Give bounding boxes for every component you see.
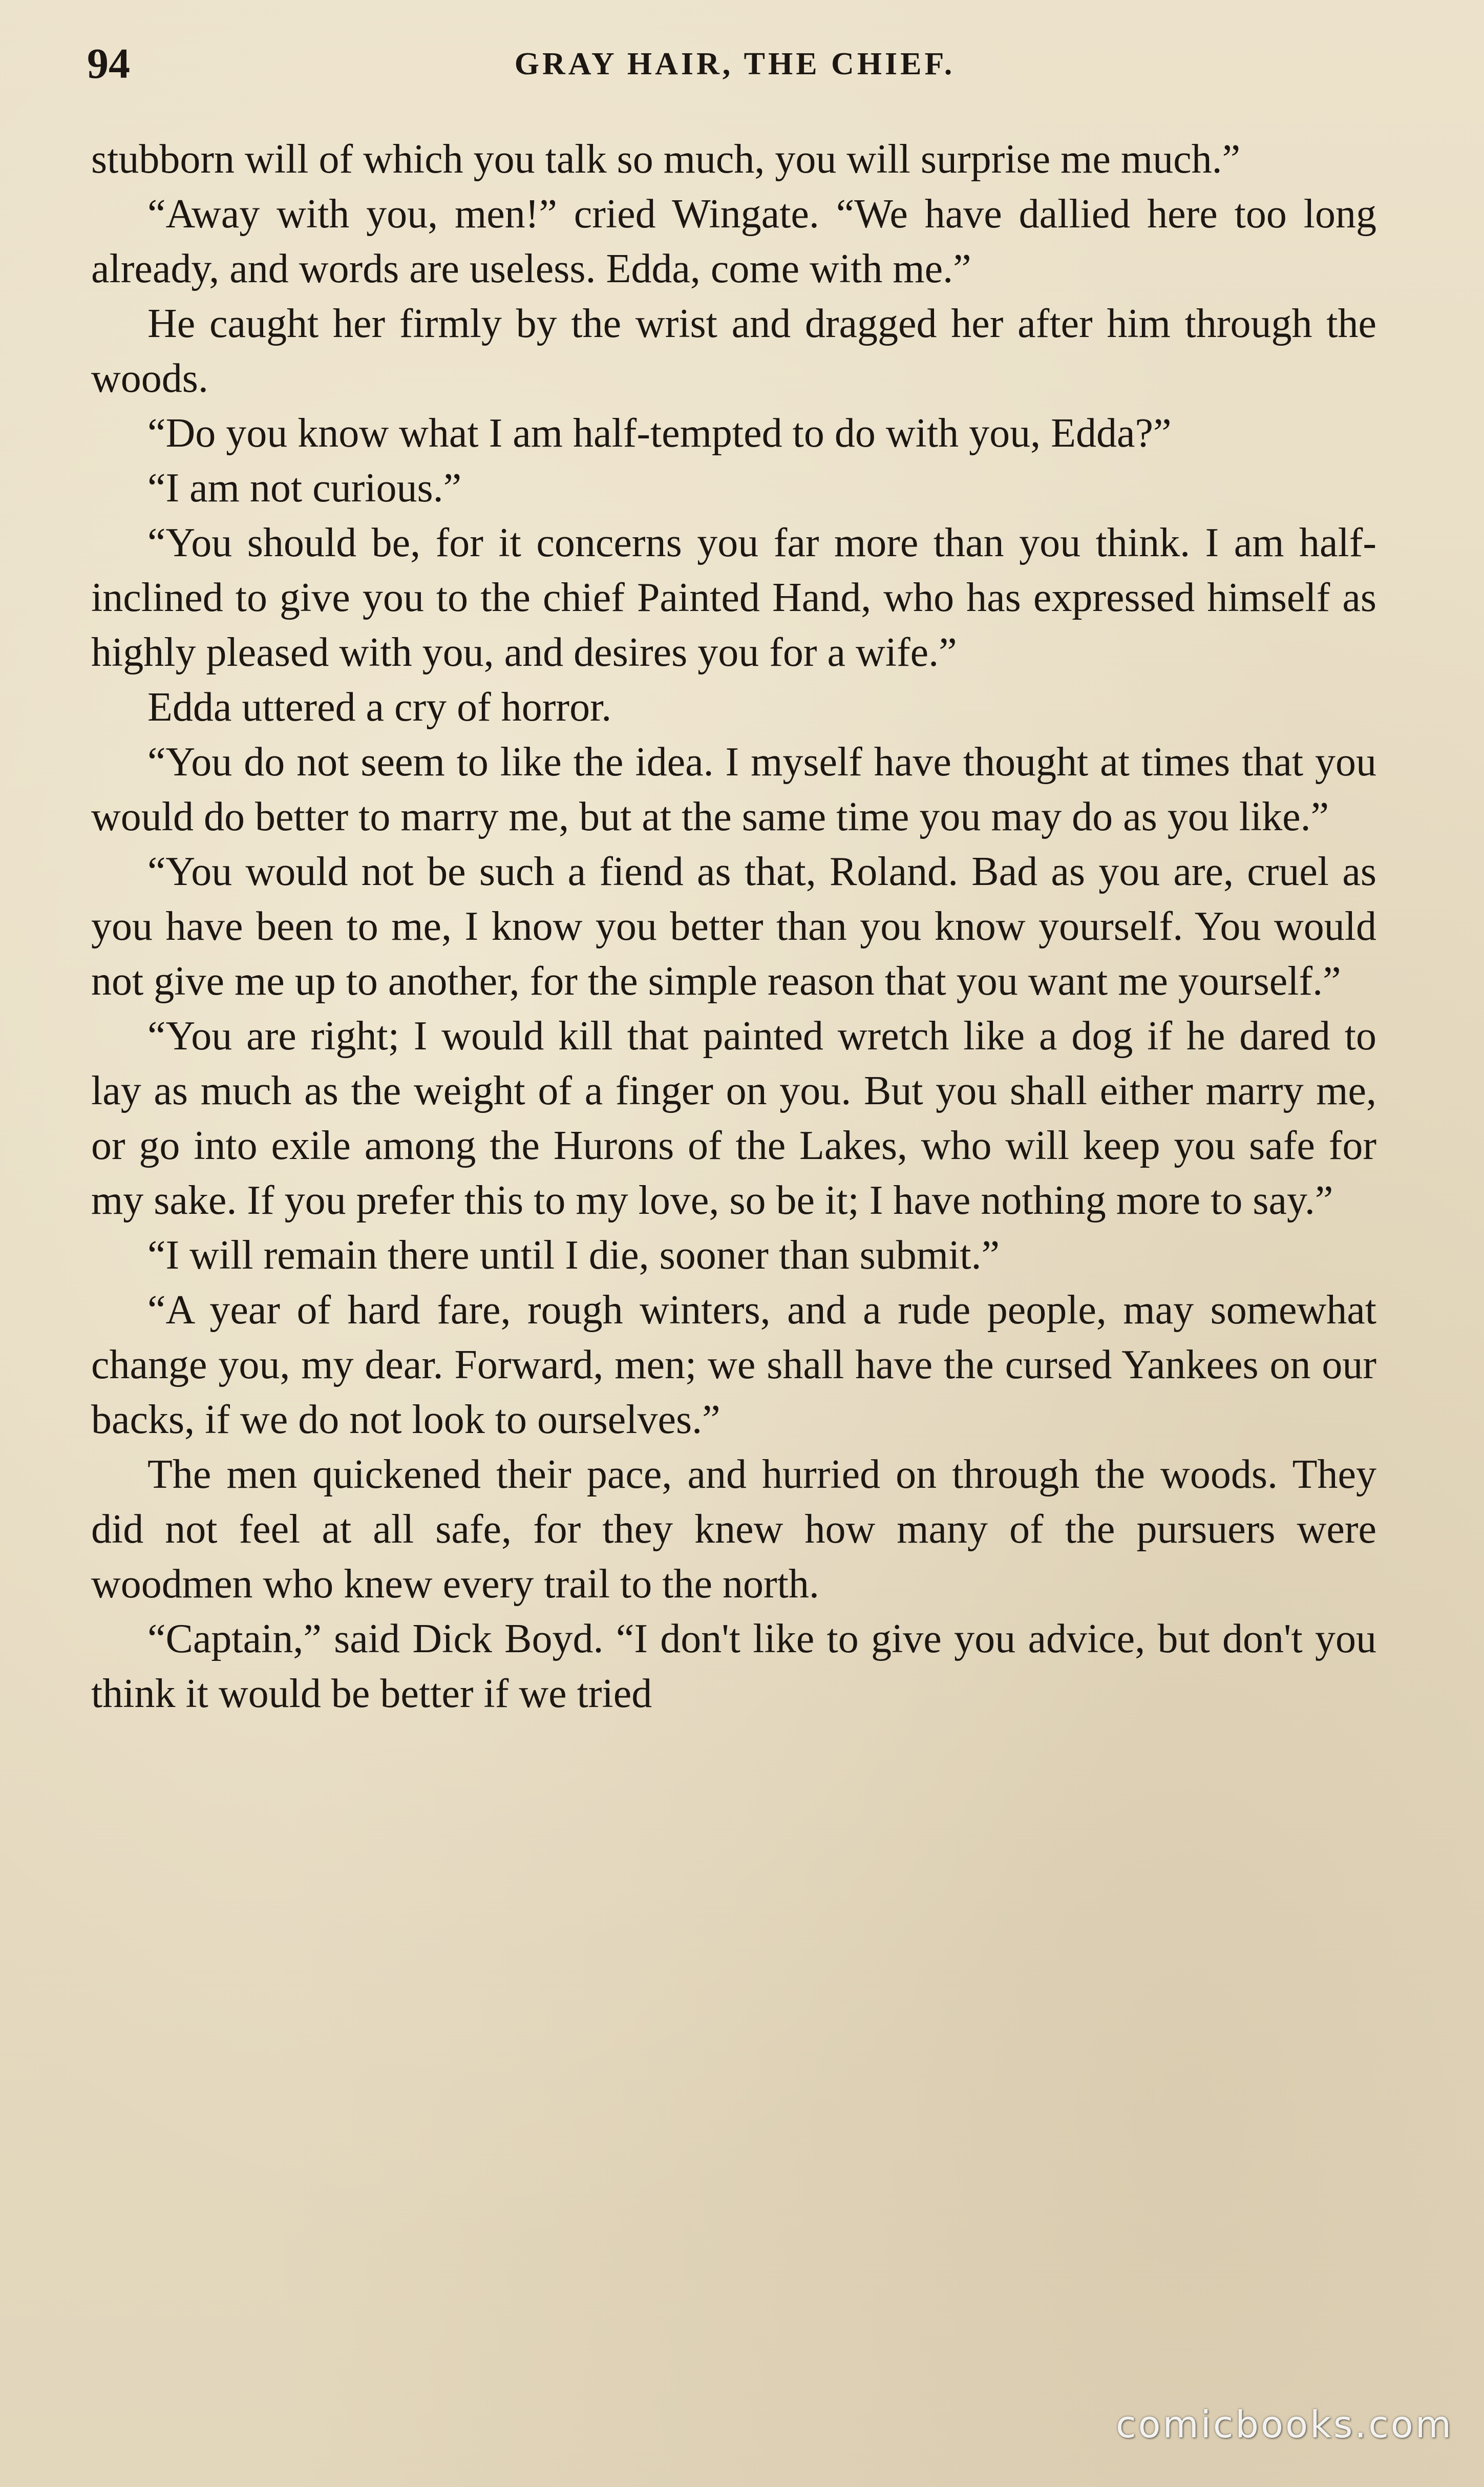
- paragraph: The men quickened their pace, and hurried on through the woods. They did not feel at all safe, for they knew how many of the pursuers were woodmen who knew every trail to the north.: [91, 1452, 1376, 1607]
- page-number: 94: [87, 40, 130, 88]
- paragraph: “Captain,” said Dick Boyd. “I don't like to give you advice, but don't you think it would be better if we tried: [91, 1616, 1376, 1716]
- body-text: [91, 132, 1376, 1721]
- paragraph: “Do you know what I am half-tempted to do with you, Edda?”: [147, 411, 1172, 456]
- paragraph: “I am not curious.”: [147, 466, 462, 511]
- paragraph: “I will remain there until I die, sooner than submit.”: [147, 1233, 1000, 1278]
- paragraph: stubborn will of which you talk so much, you will surprise me much.”: [91, 137, 1241, 182]
- paragraph: “You should be, for it concerns you far more than you think. I am half-inclined to give you to the chief Painted Hand, who has expressed himself as highly pleased with you, and desires you for a wife.”: [91, 520, 1376, 675]
- running-title: GRAY HAIR, THE CHIEF.: [514, 47, 956, 81]
- watermark: comicbooks.com: [1115, 2403, 1453, 2446]
- paragraph: “Away with you, men!” cried Wingate. “We have dallied here too long already, and words are useless. Edda, come with me.”: [91, 192, 1376, 291]
- paragraph: “You would not be such a fiend as that, Roland. Bad as you are, cruel as you have been to me, I know you better than you know yourself. You would not give me up to another, for the simple reason that you want me yourself.”: [91, 849, 1376, 1004]
- paragraph: “You do not seem to like the idea. I myself have thought at times that you would do better to marry me, but at the same time you may do as you like.”: [91, 740, 1376, 839]
- paragraph: He caught her firmly by the wrist and dragged her after him through the woods.: [91, 301, 1376, 401]
- paragraph: “You are right; I would kill that painted wretch like a dog if he dared to lay as much as the weight of a finger on you. But you shall either marry me, or go into exile among the Hurons of the Lakes, who will keep you safe for my sake. If you prefer this to my love, so be it; I have nothing more to say.”: [91, 1014, 1376, 1223]
- paragraph: Edda uttered a cry of horror.: [147, 685, 612, 730]
- running-head: [87, 36, 1383, 92]
- paragraph: “A year of hard fare, rough winters, and a rude people, may somewhat change you, my dear. Forward, men; we shall have the cursed Yankees on our backs, if we do not look to ourselves.”: [91, 1288, 1376, 1442]
